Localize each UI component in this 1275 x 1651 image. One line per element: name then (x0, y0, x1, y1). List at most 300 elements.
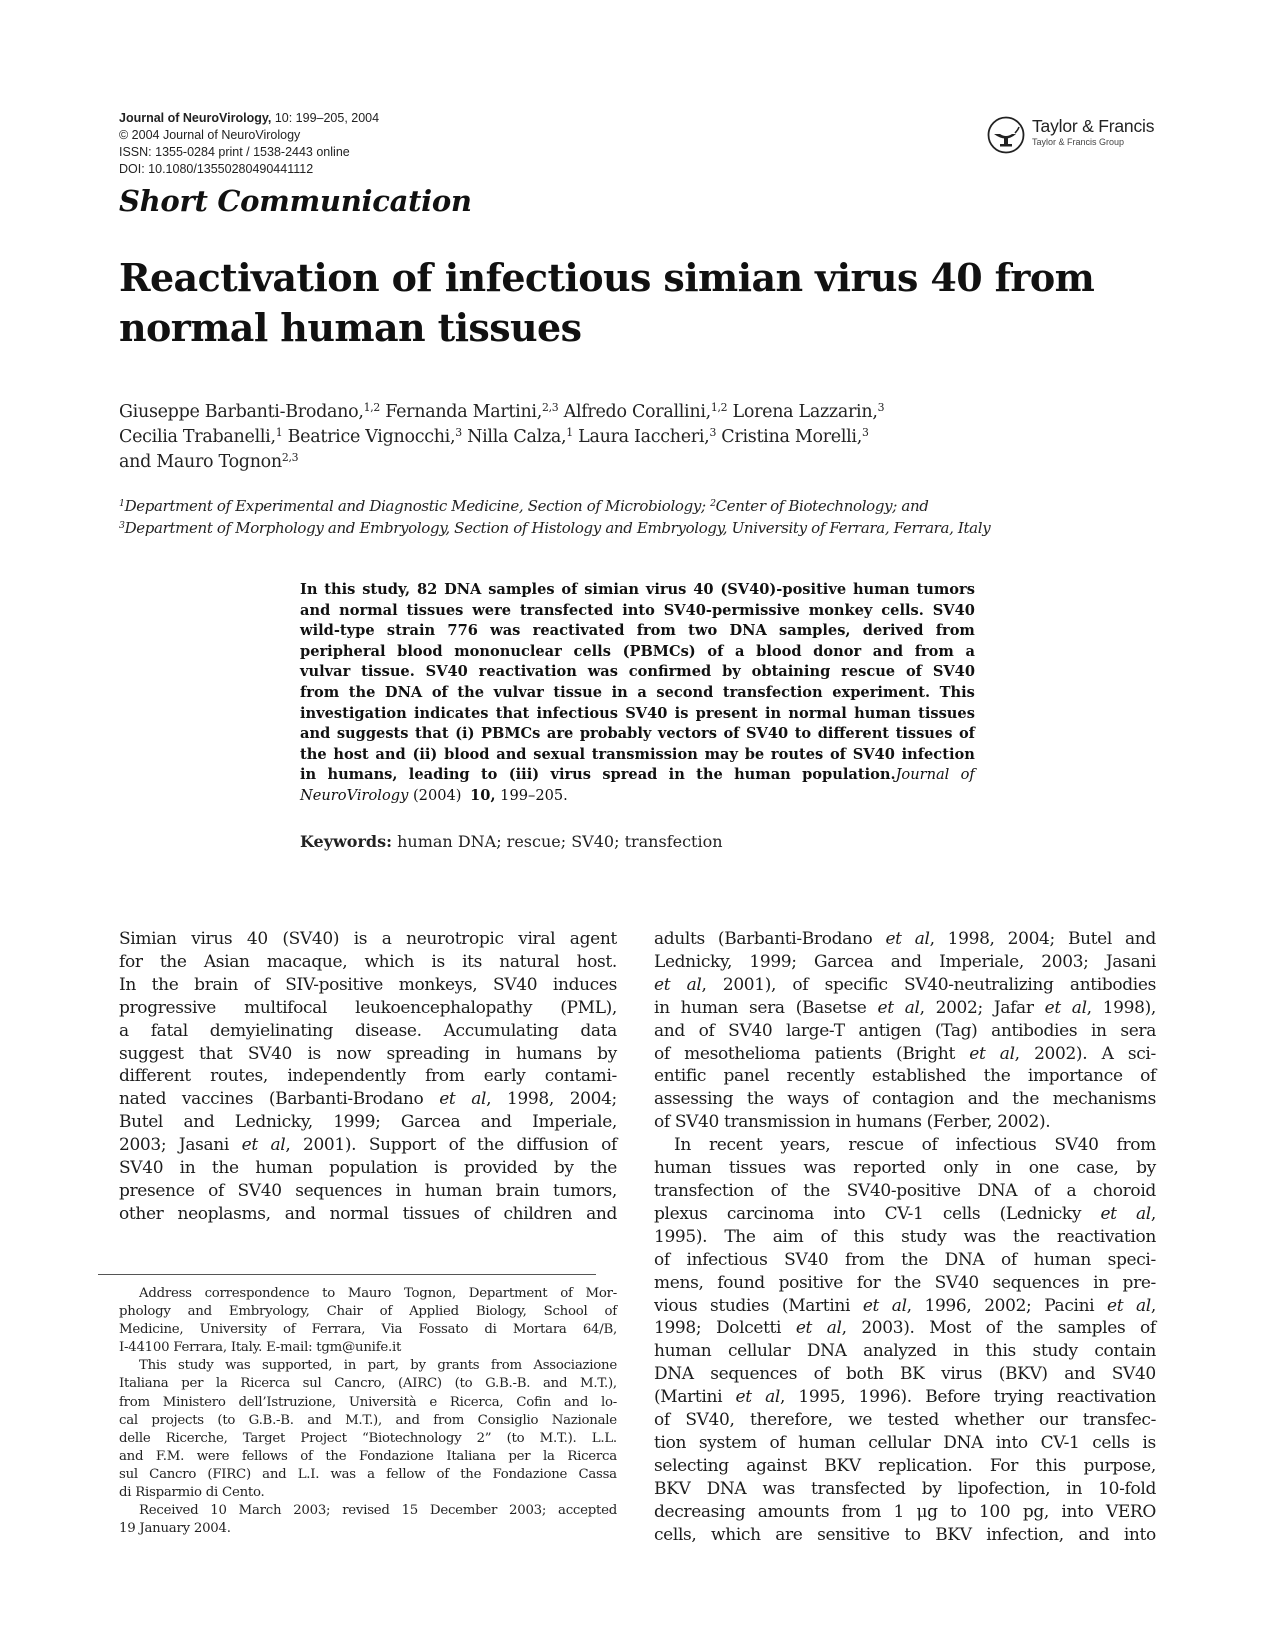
word: in (484, 1043, 501, 1064)
word: part, (367, 1358, 399, 1374)
word: SV40 (625, 704, 668, 722)
word: by (722, 663, 741, 681)
word: SV40 (728, 1020, 773, 1041)
word: Most (929, 1318, 972, 1339)
word: of (654, 1410, 670, 1431)
word: 1995). (654, 1226, 708, 1247)
word: selecting (654, 1455, 729, 1476)
word: progressive (119, 997, 217, 1018)
word: blood (444, 745, 490, 763)
word: 2003; (1041, 951, 1089, 972)
word: of (561, 581, 578, 598)
word: were (196, 1448, 230, 1464)
word: M.T.), (580, 1376, 617, 1392)
word: DNA (977, 1180, 1018, 1201)
word: experiment. (832, 683, 931, 701)
word: population (329, 1158, 418, 1179)
body-line (119, 1203, 617, 1226)
word: Risparmio (135, 1485, 202, 1501)
word: the (696, 766, 723, 784)
word: nated (119, 1089, 167, 1110)
word: monkeys, (398, 974, 478, 995)
word: mononuclear (454, 642, 562, 660)
citation-volume: 10, (470, 786, 496, 804)
word: 1 (893, 1501, 904, 1522)
word: 19 (119, 1521, 136, 1537)
word: virus (550, 766, 592, 784)
word: leading (408, 766, 470, 784)
word: pre- (1122, 1272, 1156, 1293)
word: 776 (447, 622, 478, 640)
word: Imperiale, (939, 951, 1024, 972)
author-affiliation-mark: 3 (709, 426, 717, 440)
word: this (324, 581, 356, 598)
word: the (159, 951, 187, 972)
author-name: Lorena Lazzarin, (727, 402, 878, 422)
footnote-divider (98, 1274, 596, 1275)
word: 2002; (935, 997, 983, 1018)
word: Nazionale (551, 1412, 617, 1428)
word: tissues (728, 1158, 786, 1179)
word: a (965, 642, 975, 660)
word: 10-fold (1098, 1478, 1156, 1499)
word: mesothelioma (684, 1043, 801, 1064)
word: viral (518, 929, 556, 949)
word: of (448, 1135, 465, 1156)
word: aim (772, 1226, 804, 1247)
word: (to (217, 1412, 236, 1428)
footnote-line (119, 1448, 617, 1466)
body-line (119, 1020, 617, 1043)
word: was (762, 1478, 795, 1499)
body-line (654, 1088, 1156, 1111)
word: the (803, 1180, 830, 1201)
word: and (1125, 929, 1156, 949)
word: the (457, 683, 485, 701)
word: (Barbanti-Brodano (268, 1089, 424, 1110)
word: et (735, 1387, 752, 1408)
word: the (300, 745, 327, 763)
author-line (119, 425, 1119, 450)
word: Ricerca (567, 1448, 617, 1464)
word: was (490, 622, 521, 640)
footnote-line (119, 1303, 617, 1321)
word: human (255, 1158, 313, 1179)
abstract-line (300, 704, 975, 725)
word: revised (342, 1503, 390, 1519)
word: one (1028, 1158, 1059, 1179)
word: Garcea (813, 951, 874, 972)
word: the (460, 1466, 482, 1482)
word: of (300, 1448, 313, 1464)
word: normal (339, 601, 398, 619)
word: from (490, 1358, 522, 1374)
word: this (985, 1341, 1016, 1362)
abstract-line (300, 765, 975, 786)
word: al, (826, 1318, 847, 1339)
word: 10 (210, 1503, 227, 1519)
word: Ministero (162, 1394, 226, 1410)
word: of (842, 1089, 859, 1110)
word: human (854, 704, 911, 722)
word: of (654, 1249, 670, 1270)
word: in (343, 1358, 357, 1374)
word: Simian (119, 929, 177, 949)
word: (Martini (781, 1295, 851, 1316)
author-affiliation-mark: 3 (877, 401, 885, 415)
word: fellow (386, 1466, 426, 1482)
word: analyzed (863, 1341, 937, 1362)
word: A (1101, 1043, 1114, 1064)
word: and (563, 1394, 589, 1410)
word: was (225, 1358, 251, 1374)
word: in (300, 766, 317, 784)
word: of (958, 725, 975, 743)
word: is (1142, 1432, 1156, 1453)
word: 1998; (654, 1318, 702, 1339)
word: and (187, 1304, 212, 1320)
word: lipofection, (957, 1478, 1051, 1499)
word: infectious (686, 1249, 768, 1270)
body-line (654, 1295, 1156, 1318)
word: antibodies (1069, 974, 1156, 995)
word: of (698, 1020, 715, 1041)
word: SV40 (932, 663, 975, 681)
word: suggest (119, 1043, 184, 1064)
word: supported, (262, 1358, 333, 1374)
word: the (983, 1066, 1011, 1087)
word: ways (787, 1089, 829, 1110)
body-line (654, 1478, 1156, 1501)
word: Mortara (512, 1322, 567, 1338)
word: of (431, 683, 448, 701)
author-name: Cecilia Trabanelli, (119, 427, 276, 447)
word: M.T.). (539, 1430, 577, 1446)
word: and (890, 951, 922, 972)
word: is (674, 704, 689, 722)
word: grants (437, 1358, 480, 1374)
word: of (770, 1180, 787, 1201)
body-line (654, 1524, 1156, 1547)
word: are (546, 725, 574, 743)
word: host. (576, 951, 617, 972)
word: reported (853, 1158, 926, 1179)
word: patients (814, 1043, 882, 1064)
taylor-francis-lamp-icon (986, 115, 1026, 155)
word: human (680, 997, 739, 1018)
body-line (654, 1272, 1156, 1295)
word: SV40 (425, 663, 468, 681)
author-list (119, 400, 1119, 475)
word: plexus (654, 1203, 708, 1224)
word: The (724, 1226, 756, 1247)
word: human (798, 1432, 856, 1453)
word: (i) (455, 725, 475, 743)
body-column-right (654, 928, 1156, 1546)
word: normal (329, 1203, 389, 1224)
word: peripheral (300, 642, 386, 660)
author-affiliation-mark: 2,3 (281, 451, 299, 465)
word: of (829, 745, 846, 763)
word: BKV (824, 1455, 861, 1476)
word: studies (709, 1295, 770, 1316)
word: vulvar (300, 663, 351, 681)
journal-name: Journal of NeuroVirology, (119, 111, 272, 125)
word: a (119, 1020, 129, 1041)
word: (FIRC) (207, 1466, 251, 1482)
word: SV40 (1054, 1135, 1099, 1156)
word: demyielinating (209, 1020, 334, 1041)
author-affiliation-mark: 1,2 (710, 401, 728, 415)
word: by (410, 1358, 426, 1374)
word: for (856, 1272, 881, 1293)
word: al, (270, 1135, 291, 1156)
word: in (835, 1112, 851, 1133)
affiliations (119, 495, 1159, 539)
word: 2001), (722, 974, 777, 995)
word: Support (368, 1135, 436, 1156)
body-line (119, 1111, 617, 1134)
affiliation-line (119, 495, 1159, 517)
word: sequences (710, 1364, 798, 1385)
word: infectious (536, 704, 618, 722)
word: 2002). (997, 1112, 1051, 1133)
word: of (985, 1318, 1002, 1339)
word: Cancro, (334, 1376, 386, 1392)
word: human (734, 766, 791, 784)
author-affiliation-mark: 1,2 (363, 401, 380, 415)
word: “Biotechnology (361, 1430, 462, 1446)
journal-info (119, 110, 379, 178)
word: 2004; (1007, 929, 1055, 949)
word: et (439, 1089, 456, 1110)
word: of (820, 1226, 837, 1247)
word: specific (824, 974, 888, 995)
word: in (764, 704, 782, 722)
word: provided (464, 1158, 538, 1179)
word: and (586, 1203, 617, 1224)
word: of (792, 974, 809, 995)
body-line (119, 1088, 617, 1111)
body-line (654, 1501, 1156, 1524)
word: and (480, 1112, 512, 1133)
word: recent (708, 1135, 763, 1156)
word: 1999; (749, 951, 797, 972)
word: Accumulating (443, 1020, 559, 1041)
word: replication. (878, 1455, 973, 1476)
word: 1999; (333, 1112, 381, 1133)
word: 1998, (947, 929, 995, 949)
word: independently (287, 1066, 406, 1087)
abstract-line (300, 621, 975, 642)
word: derived (862, 622, 924, 640)
word: of (723, 725, 740, 743)
word: DNA (806, 1341, 847, 1362)
word: and (375, 745, 406, 763)
word: 2003; (119, 1135, 167, 1156)
body-line (654, 1157, 1156, 1180)
word: of (1001, 1249, 1017, 1270)
affiliation-line (119, 517, 1159, 539)
word: Jasani (1105, 951, 1156, 972)
body-line (654, 1409, 1156, 1432)
word: blood (397, 642, 443, 660)
word: a (1066, 1180, 1077, 1201)
word: L.L. (591, 1430, 617, 1446)
word: sera (749, 997, 785, 1018)
word: human (654, 1341, 712, 1362)
body-line (654, 928, 1156, 951)
word: human (424, 1180, 483, 1201)
affiliation-text: Department of Experimental and Diagnostic Medicine, Section of Microbiology; (124, 497, 711, 515)
author-name: Giuseppe Barbanti-Brodano, (119, 402, 364, 422)
word: School (543, 1304, 588, 1320)
word: rescue (848, 1135, 904, 1156)
word: virus (645, 581, 687, 598)
word: sexual (533, 745, 586, 763)
word: reactivation (1056, 1226, 1156, 1247)
word: tested (887, 1410, 939, 1431)
word: contain (1094, 1341, 1156, 1362)
word: SV40-positive (846, 1180, 961, 1201)
word: years, (780, 1135, 831, 1156)
abstract-line (300, 601, 975, 622)
word: in (1093, 1272, 1109, 1293)
word: are (775, 1524, 803, 1545)
word: study (901, 1226, 947, 1247)
word: from (1116, 1135, 1156, 1156)
word: 40 (246, 929, 268, 949)
word: was (330, 1466, 356, 1482)
word: in (1066, 1478, 1083, 1499)
word: of (1140, 1318, 1156, 1339)
word: (Ferber, (926, 1112, 993, 1133)
word: 2002; (984, 1295, 1032, 1316)
word: transfected (519, 601, 614, 619)
word: in (953, 1341, 969, 1362)
body-line (654, 1043, 1156, 1066)
word: of (654, 1043, 670, 1064)
word: established (871, 1066, 967, 1087)
word: CV-1 (1040, 1432, 1080, 1453)
body-line (654, 1134, 1156, 1157)
word: from (425, 1066, 465, 1087)
word: a (367, 1466, 375, 1482)
body-line (654, 1020, 1156, 1043)
word: case, (1076, 1158, 1119, 1179)
word: spread (602, 766, 658, 784)
word: Ricerca, (449, 1394, 504, 1410)
author-name: Alfredo Corallini, (558, 402, 711, 422)
word: decreasing (654, 1501, 746, 1522)
keywords (300, 832, 723, 851)
word: Tognon, (403, 1286, 456, 1301)
word: second (656, 683, 714, 701)
word: SV40 (932, 601, 975, 619)
footnote-line (119, 1484, 617, 1502)
word: contami- (544, 1066, 617, 1087)
affiliation-mark: 1 (119, 497, 125, 509)
word: and (543, 1376, 568, 1392)
word: the (211, 1158, 239, 1179)
word: transmission (723, 1112, 831, 1133)
word: Applied (409, 1304, 459, 1320)
word: Fossato (418, 1322, 469, 1338)
body-line (654, 1363, 1156, 1386)
word: children (503, 1203, 573, 1224)
word: population.Journal (802, 766, 950, 784)
word: Cofin (516, 1394, 551, 1410)
word: in (179, 1158, 196, 1179)
word: al, (1136, 1203, 1156, 1224)
word: vulvar (493, 683, 544, 701)
word: SV40 (674, 1112, 719, 1133)
word: 1998), (1102, 997, 1156, 1018)
word: tissue (553, 683, 603, 701)
body-line (654, 997, 1156, 1020)
word: diffusion (516, 1135, 589, 1156)
word: antigen (858, 1020, 922, 1041)
word: al, (686, 974, 707, 995)
word: reactivation (478, 663, 577, 681)
word: Lednicky, (234, 1112, 313, 1133)
word: neoplasms, (177, 1203, 271, 1224)
word: of (436, 1466, 449, 1482)
word: our (1039, 1410, 1068, 1431)
word: PBMCs (481, 725, 541, 743)
body-line (654, 1111, 1156, 1134)
word: tissues (402, 1203, 460, 1224)
word: and (307, 1412, 332, 1428)
word: a (381, 929, 392, 949)
footnote-line (119, 1430, 617, 1448)
word: only (943, 1158, 979, 1179)
body-line (119, 1065, 617, 1088)
word: 1995, (798, 1387, 846, 1408)
word: (Barbanti-Brodano (717, 929, 873, 949)
affiliation-text: Center of Biotechnology; and (715, 497, 929, 515)
publisher-group: Taylor & Francis Group (1032, 137, 1125, 147)
word: tgm@unife.it (316, 1340, 402, 1356)
body-line (654, 1180, 1156, 1203)
abstract-line (300, 683, 975, 704)
word: and (300, 725, 331, 743)
word: CV-1 (884, 1203, 924, 1224)
journal-doi: DOI: 10.1080/13550280490441112 (119, 162, 314, 176)
word: Lednicky, (654, 951, 733, 972)
word: by (553, 1158, 574, 1179)
word: fellows (241, 1448, 288, 1464)
word: which (711, 1524, 761, 1545)
word: 2003; (509, 1503, 547, 1519)
word: March (238, 1503, 282, 1519)
body-line (119, 997, 617, 1020)
word: per (181, 1376, 204, 1392)
word: of (905, 663, 922, 681)
abstract-line (300, 745, 975, 766)
word: routes, (210, 1066, 268, 1087)
word: routes (770, 745, 824, 763)
word: di (484, 1322, 497, 1338)
word: Received (139, 1503, 199, 1519)
journal-volume-pages: 10: 199–205, 2004 (271, 111, 380, 125)
word: to (322, 1286, 336, 1301)
affiliation-text: Department of Morphology and Embryology, Section of Histology and Embryology, University of Ferrara, Ferrara, Italy (124, 519, 991, 537)
author-affiliation-mark: 1 (566, 426, 573, 440)
word: was (963, 1226, 996, 1247)
word: panel (723, 1066, 770, 1087)
word: assessing (654, 1089, 734, 1110)
